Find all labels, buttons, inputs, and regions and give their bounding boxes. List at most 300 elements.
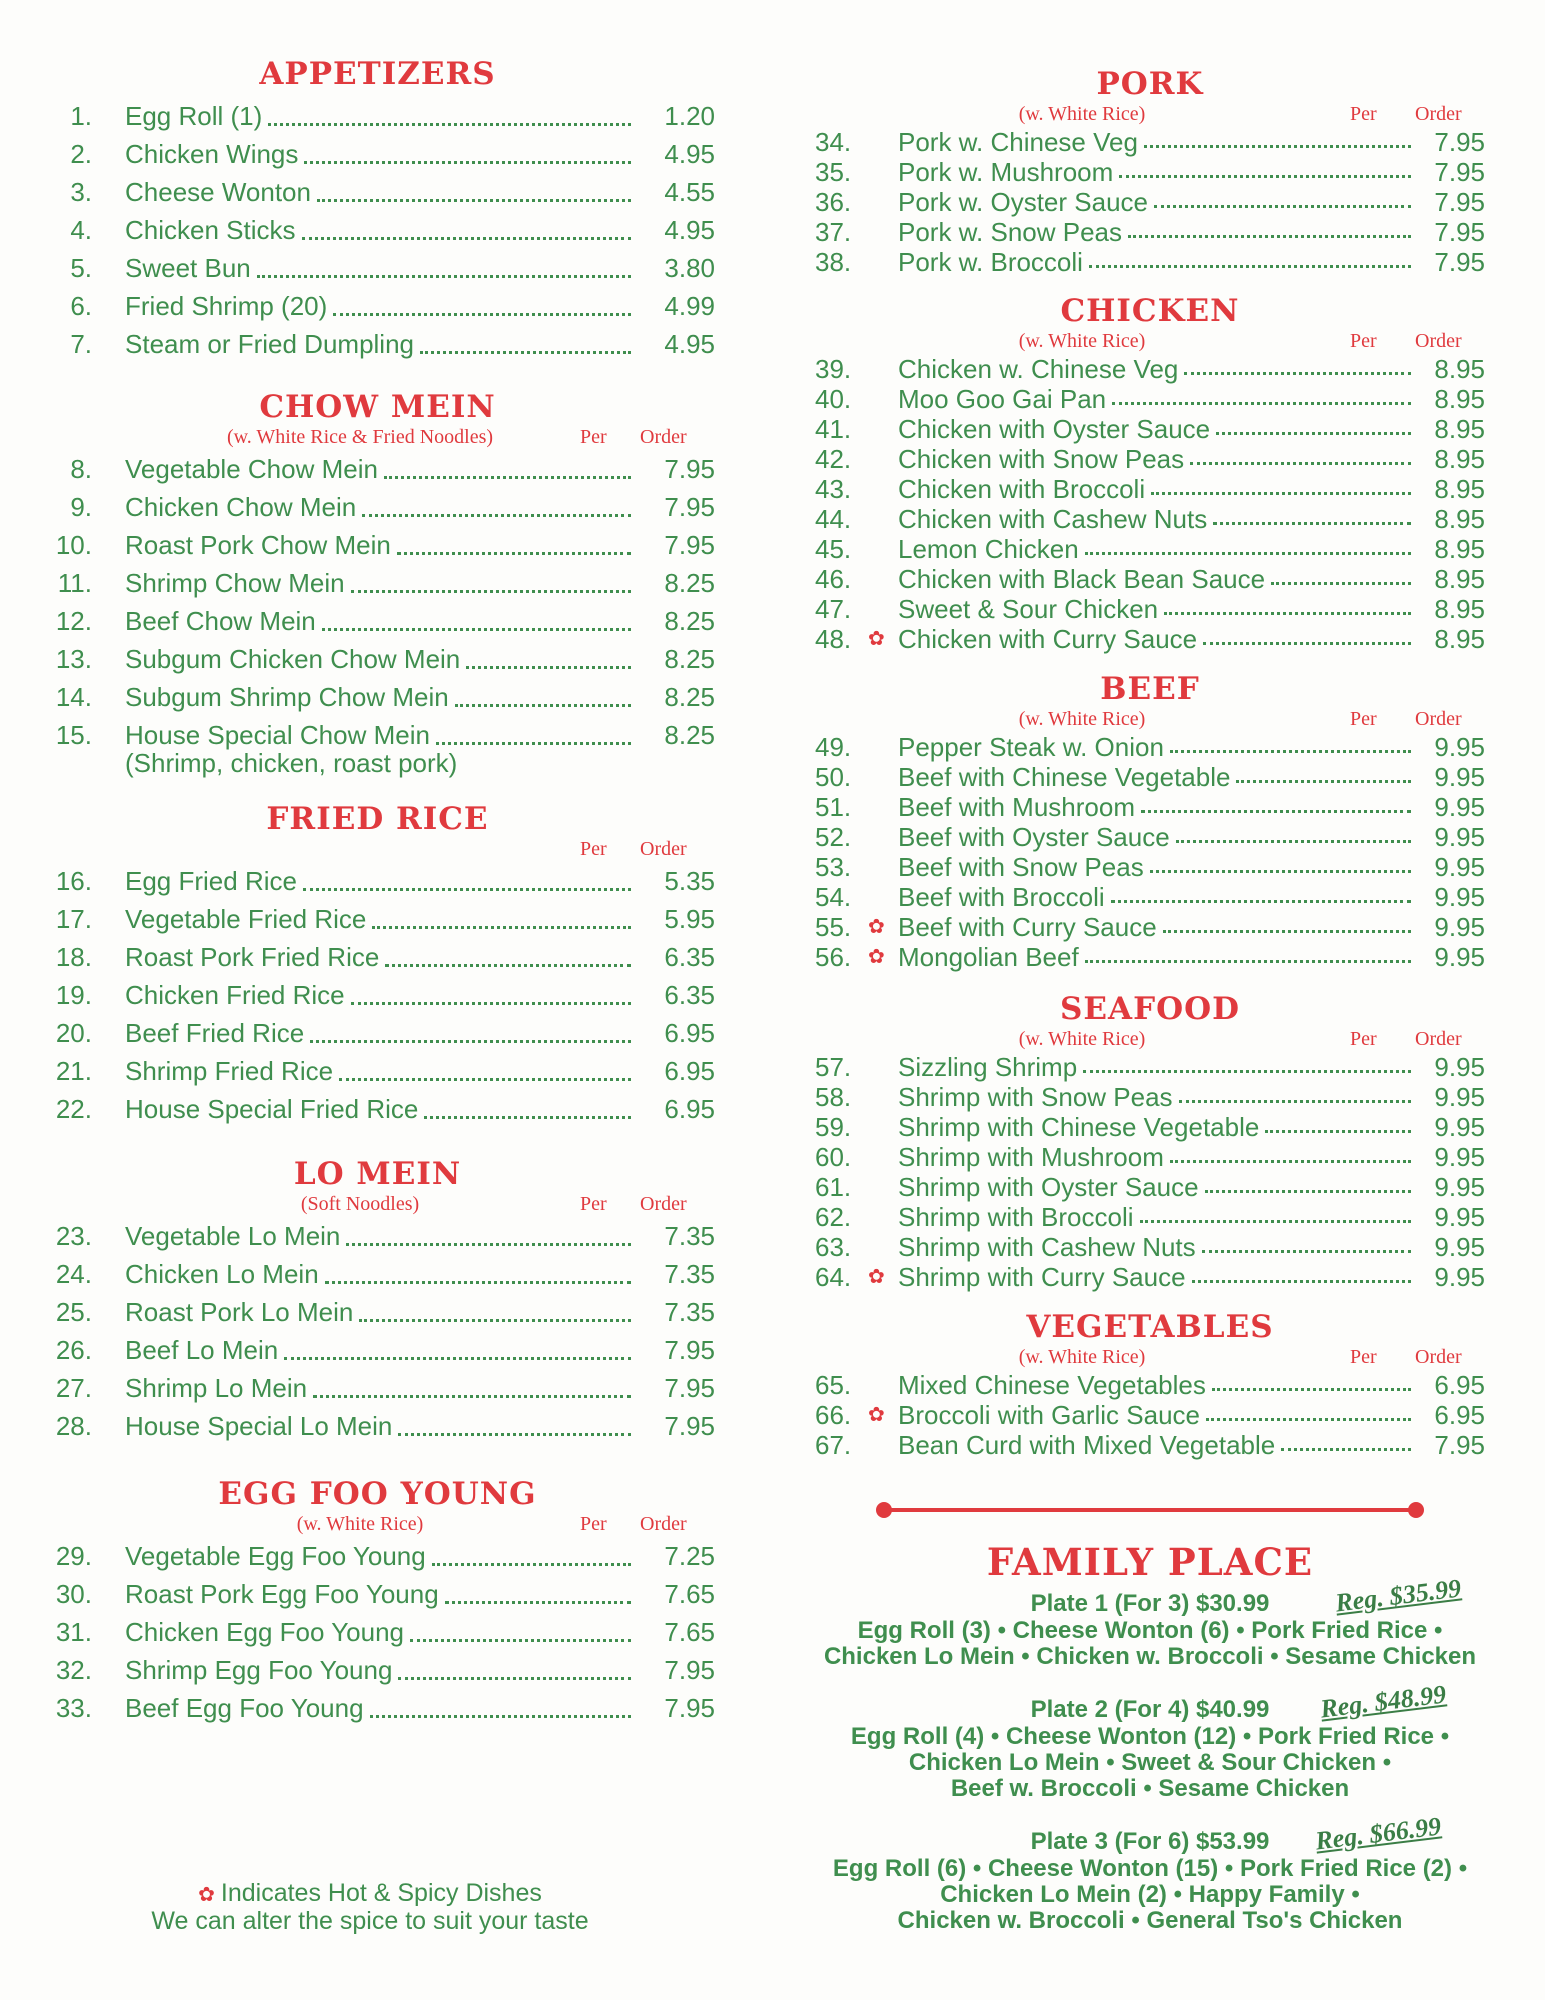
item-name: Sweet Bun (125, 253, 251, 283)
regular-price: Reg. $48.99 (1318, 1679, 1448, 1724)
section-subheader (40, 838, 715, 862)
item-name: Chicken Fried Rice (125, 980, 345, 1010)
item-price: 9.95 (1434, 1172, 1485, 1202)
menu-item[interactable] (815, 354, 1485, 384)
section-title: CHOW MEIN (259, 389, 496, 425)
item-number: 16. (55, 866, 92, 896)
menu-item[interactable] (40, 488, 715, 526)
chili-pepper-icon: ✿ (868, 916, 885, 938)
dot-leader (325, 1281, 631, 1284)
menu-item[interactable] (40, 602, 715, 640)
family-plate (815, 1573, 1485, 1670)
dot-leader (1083, 1070, 1411, 1073)
item-price: 4.95 (664, 139, 715, 169)
item-number: 44. (815, 504, 852, 534)
menu-item[interactable] (815, 127, 1485, 157)
menu-item[interactable] (815, 474, 1485, 504)
item-price: 6.35 (664, 942, 715, 972)
item-name: Pork w. Mushroom (898, 157, 1114, 187)
section-subheader (815, 1346, 1485, 1370)
dot-leader (385, 964, 631, 967)
item-name: Pork w. Oyster Sauce (898, 187, 1148, 217)
menu-section-chicken (815, 292, 1485, 654)
menu-item[interactable] (815, 1202, 1485, 1232)
dot-leader (1271, 582, 1411, 585)
item-name: Shrimp Fried Rice (125, 1056, 334, 1086)
item-price: 8.95 (1434, 444, 1485, 474)
plate-header (815, 1811, 1485, 1856)
dot-leader (384, 476, 631, 479)
item-name: Cheese Wonton (125, 177, 311, 207)
item-price: 7.95 (664, 1411, 715, 1441)
menu-item[interactable] (815, 1142, 1485, 1172)
item-name: Roast Pork Egg Foo Young (125, 1579, 439, 1609)
dot-leader (1192, 1280, 1411, 1283)
plate-header (815, 1573, 1485, 1618)
item-price: 8.25 (664, 568, 715, 598)
section-subtitle: (Soft Noodles) (300, 1193, 420, 1215)
item-price: 9.95 (1434, 882, 1485, 912)
menu-item[interactable] (40, 976, 715, 1014)
item-price: 4.55 (664, 177, 715, 207)
section-subheader (815, 1028, 1485, 1052)
menu-item[interactable] (40, 173, 715, 211)
item-price: 8.95 (1434, 504, 1485, 534)
item-price: 6.95 (664, 1094, 715, 1124)
item-number: 41. (815, 414, 852, 444)
item-price: 8.25 (664, 682, 715, 712)
section-subheader (815, 708, 1485, 732)
plate-contents: Chicken Lo Mein • Sweet & Sour Chicken • (908, 1749, 1392, 1776)
regular-price: Reg. $66.99 (1313, 1811, 1443, 1856)
item-price: 7.35 (664, 1297, 715, 1327)
item-number: 12. (55, 606, 92, 636)
item-number: 51. (815, 792, 852, 822)
dot-leader (1154, 205, 1411, 208)
item-price: 9.95 (1434, 792, 1485, 822)
menu-item[interactable] (40, 1331, 715, 1369)
section-subtitle: (w. White Rice) (1018, 708, 1146, 730)
section-title: VEGETABLES (1026, 1309, 1274, 1345)
item-name: Chicken with Broccoli (898, 474, 1146, 504)
item-name: Chicken Lo Mein (125, 1259, 319, 1289)
item-name: Chicken with Oyster Sauce (898, 414, 1211, 444)
item-price: 9.95 (1434, 1202, 1485, 1232)
dot-leader (257, 275, 631, 278)
section-subtitle: (w. White Rice) (296, 1513, 424, 1535)
item-name: Chicken Sticks (125, 215, 296, 245)
item-number: 62. (815, 1202, 852, 1232)
menu-item[interactable] (40, 287, 715, 325)
per-label: Per (1350, 708, 1377, 730)
item-number: 33. (55, 1693, 92, 1723)
item-number: 14. (55, 682, 92, 712)
dot-leader (432, 1563, 631, 1566)
menu-section-chow-mein (40, 388, 715, 788)
menu-item[interactable] (40, 1293, 715, 1331)
item-price: 5.35 (664, 866, 715, 896)
item-name: Beef with Mushroom (898, 792, 1135, 822)
menu-item[interactable] (40, 249, 715, 287)
menu-item[interactable] (40, 1217, 715, 1255)
item-name: Chicken Wings (125, 139, 299, 169)
menu-item[interactable] (40, 862, 715, 900)
dot-leader (1085, 960, 1411, 963)
menu-section-beef (815, 670, 1485, 972)
dot-leader (351, 1002, 631, 1005)
dot-leader (1140, 1220, 1411, 1223)
item-number: 11. (57, 568, 92, 598)
item-number: 4. (70, 215, 92, 245)
item-name: Beef Chow Mein (125, 606, 316, 636)
item-price: 7.65 (664, 1617, 715, 1647)
item-number: 5. (70, 253, 92, 283)
menu-item[interactable] (815, 912, 1485, 942)
order-label: Order (640, 1513, 687, 1535)
item-number: 61. (815, 1172, 852, 1202)
menu-item[interactable] (815, 792, 1485, 822)
item-number: 49. (815, 732, 852, 762)
item-price: 7.95 (664, 454, 715, 484)
item-number: 52. (815, 822, 852, 852)
menu-item[interactable] (815, 504, 1485, 534)
chili-pepper-icon: ✿ (868, 1266, 885, 1288)
menu-item[interactable] (815, 1082, 1485, 1112)
menu-item[interactable] (40, 1689, 715, 1727)
item-price: 7.35 (664, 1259, 715, 1289)
menu-item[interactable] (40, 678, 715, 716)
dot-leader (1184, 372, 1411, 375)
section-title: CHICKEN (1060, 293, 1240, 329)
item-name: Vegetable Lo Mein (125, 1221, 341, 1251)
item-number: 17. (55, 904, 92, 934)
dot-leader (1128, 235, 1411, 238)
item-name: Fried Shrimp (20) (125, 291, 328, 321)
item-name: Sizzling Shrimp (898, 1052, 1078, 1082)
item-price: 6.35 (664, 980, 715, 1010)
regular-price: Reg. $35.99 (1333, 1573, 1463, 1618)
item-number: 65. (815, 1370, 852, 1400)
item-price: 9.95 (1434, 852, 1485, 882)
menu-item[interactable] (40, 1537, 715, 1575)
dot-leader (397, 552, 631, 555)
item-name: Pepper Steak w. Onion (898, 732, 1164, 762)
divider-line (880, 1508, 1420, 1512)
plate-contents: Beef w. Broccoli • Sesame Chicken (950, 1775, 1350, 1802)
item-number: 1. (70, 101, 92, 131)
dot-leader (322, 628, 631, 631)
section-title: LO MEIN (293, 1156, 462, 1192)
item-price: 9.95 (1434, 1052, 1485, 1082)
per-label: Per (580, 426, 607, 448)
menu-item[interactable] (815, 1370, 1485, 1400)
menu-section-lo-mein (40, 1155, 715, 1445)
menu-item[interactable] (815, 217, 1485, 247)
footer-note (100, 1880, 640, 1934)
item-name: Beef with Broccoli (898, 882, 1105, 912)
menu-item[interactable] (815, 1172, 1485, 1202)
item-note: (Shrimp, chicken, roast pork) (125, 748, 458, 778)
item-number: 43. (815, 474, 852, 504)
section-title: SEAFOOD (1060, 991, 1240, 1027)
menu-item[interactable] (40, 640, 715, 678)
item-price: 7.95 (1434, 127, 1485, 157)
item-price: 7.95 (1434, 157, 1485, 187)
item-price: 7.95 (664, 492, 715, 522)
menu-item[interactable] (40, 1369, 715, 1407)
item-price: 1.20 (664, 101, 715, 131)
menu-section-pork (815, 65, 1485, 277)
menu-item[interactable] (40, 1090, 715, 1128)
item-price: 8.95 (1434, 474, 1485, 504)
dot-leader (304, 161, 631, 164)
menu-item[interactable] (40, 1651, 715, 1689)
item-number: 56. (815, 942, 852, 972)
item-number: 21. (55, 1056, 92, 1086)
item-name: Egg Roll (1) (125, 101, 263, 131)
item-price: 8.95 (1434, 354, 1485, 384)
menu-item[interactable] (40, 211, 715, 249)
item-price: 9.95 (1434, 732, 1485, 762)
menu-item[interactable] (815, 852, 1485, 882)
item-price: 9.95 (1434, 1112, 1485, 1142)
chili-pepper-icon: ✿ (868, 1404, 885, 1426)
item-price: 8.25 (664, 606, 715, 636)
dot-leader (1150, 870, 1411, 873)
item-name: Beef Fried Rice (125, 1018, 305, 1048)
menu-item[interactable] (40, 1014, 715, 1052)
item-name: Pork w. Snow Peas (898, 217, 1122, 247)
menu-item[interactable] (40, 526, 715, 564)
dot-leader (1203, 642, 1411, 645)
menu-item[interactable] (815, 1052, 1485, 1082)
plate-contents: Chicken Lo Mein • Chicken w. Broccoli • Sesame Chicken (823, 1643, 1477, 1670)
plate-title: Plate 1 (For 3) $30.99 (1030, 1590, 1270, 1617)
item-number: 23. (55, 1221, 92, 1251)
per-label: Per (580, 1513, 607, 1535)
item-name: Beef with Chinese Vegetable (898, 762, 1231, 792)
item-name: Shrimp with Curry Sauce (898, 1262, 1186, 1292)
menu-item[interactable] (40, 1052, 715, 1090)
item-price: 9.95 (1434, 1232, 1485, 1262)
item-name: Mongolian Beef (898, 942, 1079, 972)
section-title: BEEF (1100, 671, 1200, 707)
order-label: Order (1415, 103, 1462, 125)
item-price: 8.25 (664, 644, 715, 674)
item-name: Lemon Chicken (898, 534, 1079, 564)
menu-item[interactable] (815, 247, 1485, 277)
section-title: FRIED RICE (266, 801, 489, 837)
item-price: 9.95 (1434, 942, 1485, 972)
item-price: 8.95 (1434, 384, 1485, 414)
dot-leader (1151, 492, 1411, 495)
dot-leader (1190, 462, 1411, 465)
plate-title: Plate 3 (For 6) $53.99 (1030, 1828, 1270, 1855)
item-name: Chicken with Black Bean Sauce (898, 564, 1266, 594)
item-price: 8.25 (664, 720, 715, 750)
item-number: 46. (815, 564, 852, 594)
item-name: Chicken Chow Mein (125, 492, 357, 522)
menu-item[interactable] (815, 414, 1485, 444)
menu-item[interactable] (815, 1400, 1485, 1430)
menu-item[interactable] (815, 1232, 1485, 1262)
order-label: Order (640, 426, 687, 448)
item-number: 58. (815, 1082, 852, 1112)
dot-leader (313, 1395, 631, 1398)
order-label: Order (640, 838, 687, 860)
item-price: 4.95 (664, 215, 715, 245)
item-number: 48. (815, 624, 852, 654)
menu-item[interactable] (815, 534, 1485, 564)
menu-item[interactable] (815, 564, 1485, 594)
item-price: 9.95 (1434, 1142, 1485, 1172)
per-label: Per (1350, 330, 1377, 352)
item-name: Shrimp with Cashew Nuts (898, 1232, 1196, 1262)
item-number: 26. (55, 1335, 92, 1365)
menu-item[interactable] (40, 97, 715, 135)
section-subheader (40, 426, 715, 450)
dot-leader (372, 926, 631, 929)
menu-item[interactable] (815, 157, 1485, 187)
item-number: 29. (55, 1541, 92, 1571)
menu-item[interactable] (815, 624, 1485, 654)
menu-item[interactable] (815, 822, 1485, 852)
order-label: Order (1415, 708, 1462, 730)
section-subtitle: (w. White Rice) (1018, 1346, 1146, 1368)
item-name: House Special Lo Mein (125, 1411, 393, 1441)
item-number: 67. (815, 1430, 852, 1460)
item-number: 45. (815, 534, 852, 564)
item-number: 50. (815, 762, 852, 792)
item-number: 38. (815, 247, 852, 277)
dot-leader (1141, 810, 1411, 813)
dot-leader (268, 123, 631, 126)
section-subtitle: (w. White Rice) (1018, 1028, 1146, 1050)
item-number: 32. (55, 1655, 92, 1685)
dot-leader (317, 199, 631, 202)
dot-leader (420, 351, 631, 354)
item-name: Vegetable Chow Mein (125, 454, 378, 484)
dot-leader (1164, 612, 1411, 615)
item-price: 7.95 (664, 1655, 715, 1685)
dot-leader (1265, 1130, 1411, 1133)
menu-item[interactable] (815, 187, 1485, 217)
menu-item[interactable] (40, 135, 715, 173)
item-price: 7.95 (1434, 247, 1485, 277)
dot-leader (1176, 840, 1411, 843)
dot-leader (1202, 1250, 1411, 1253)
dot-leader (1206, 1418, 1411, 1421)
item-price: 8.95 (1434, 564, 1485, 594)
menu-item[interactable] (815, 882, 1485, 912)
dot-leader (424, 1116, 631, 1119)
dot-leader (333, 313, 631, 316)
section-subtitle: (w. White Rice & Fried Noodles) (226, 426, 494, 448)
dot-leader (359, 1319, 631, 1322)
item-name: Subgum Chicken Chow Mein (125, 644, 461, 674)
item-name: Pork w. Chinese Veg (898, 127, 1138, 157)
item-number: 13. (55, 644, 92, 674)
dot-leader (284, 1357, 631, 1360)
dot-leader (1281, 1448, 1411, 1451)
dot-leader (370, 1715, 631, 1718)
menu-item[interactable] (40, 1407, 715, 1445)
per-label: Per (1350, 1028, 1377, 1050)
chili-pepper-icon: ✿ (198, 1884, 215, 1906)
menu-item[interactable] (40, 450, 715, 488)
menu-item[interactable] (40, 938, 715, 976)
menu-item[interactable] (815, 762, 1485, 792)
dot-leader (1085, 552, 1411, 555)
item-price: 7.95 (664, 530, 715, 560)
dot-leader (410, 1639, 631, 1642)
item-number: 64. (815, 1262, 852, 1292)
item-price: 7.65 (664, 1579, 715, 1609)
dot-leader (1205, 1190, 1411, 1193)
menu-item[interactable] (40, 900, 715, 938)
menu-item[interactable] (40, 1613, 715, 1651)
item-name: Roast Pork Lo Mein (125, 1297, 354, 1327)
item-price: 8.95 (1434, 534, 1485, 564)
dot-leader (351, 590, 631, 593)
menu-section-fried-rice (40, 800, 715, 1128)
menu-item[interactable] (815, 594, 1485, 624)
order-label: Order (640, 1193, 687, 1215)
item-name: Shrimp Chow Mein (125, 568, 345, 598)
item-number: 24. (55, 1259, 92, 1289)
menu-item[interactable] (815, 1262, 1485, 1292)
menu-item[interactable] (40, 1575, 715, 1613)
menu-item[interactable] (40, 325, 715, 363)
item-number: 59. (815, 1112, 852, 1142)
menu-item[interactable] (815, 384, 1485, 414)
dot-leader (362, 514, 631, 517)
item-price: 9.95 (1434, 912, 1485, 942)
order-label: Order (1415, 1346, 1462, 1368)
dot-leader (339, 1078, 631, 1081)
item-number: 30. (55, 1579, 92, 1609)
item-number: 18. (55, 942, 92, 972)
item-number: 27. (55, 1373, 92, 1403)
menu-section-appetizers (40, 55, 715, 363)
footer-line-1: Indicates Hot & Spicy Dishes (220, 1879, 542, 1907)
dot-leader (436, 742, 631, 745)
item-price: 6.95 (664, 1018, 715, 1048)
menu-item[interactable] (815, 942, 1485, 972)
dot-leader (466, 666, 631, 669)
item-number: 63. (815, 1232, 852, 1262)
menu-item[interactable] (815, 732, 1485, 762)
menu-item[interactable] (40, 1255, 715, 1293)
item-number: 66. (815, 1400, 852, 1430)
item-number: 55. (815, 912, 852, 942)
dot-leader (1111, 900, 1411, 903)
item-price: 6.95 (1434, 1400, 1485, 1430)
item-name: Shrimp with Snow Peas (898, 1082, 1173, 1112)
plate-contents: Egg Roll (6) • Cheese Wonton (15) • Pork Fried Rice (2) • (832, 1855, 1468, 1882)
item-number: 8. (70, 454, 92, 484)
item-name: Beef with Curry Sauce (898, 912, 1157, 942)
menu-item[interactable] (815, 1112, 1485, 1142)
item-price: 7.95 (1434, 187, 1485, 217)
menu-item[interactable] (815, 1430, 1485, 1460)
menu-item[interactable] (40, 564, 715, 602)
menu-item[interactable] (815, 444, 1485, 474)
item-number: 25. (55, 1297, 92, 1327)
dot-leader (310, 1040, 631, 1043)
section-title: APPETIZERS (259, 56, 496, 92)
section-subheader (815, 330, 1485, 354)
